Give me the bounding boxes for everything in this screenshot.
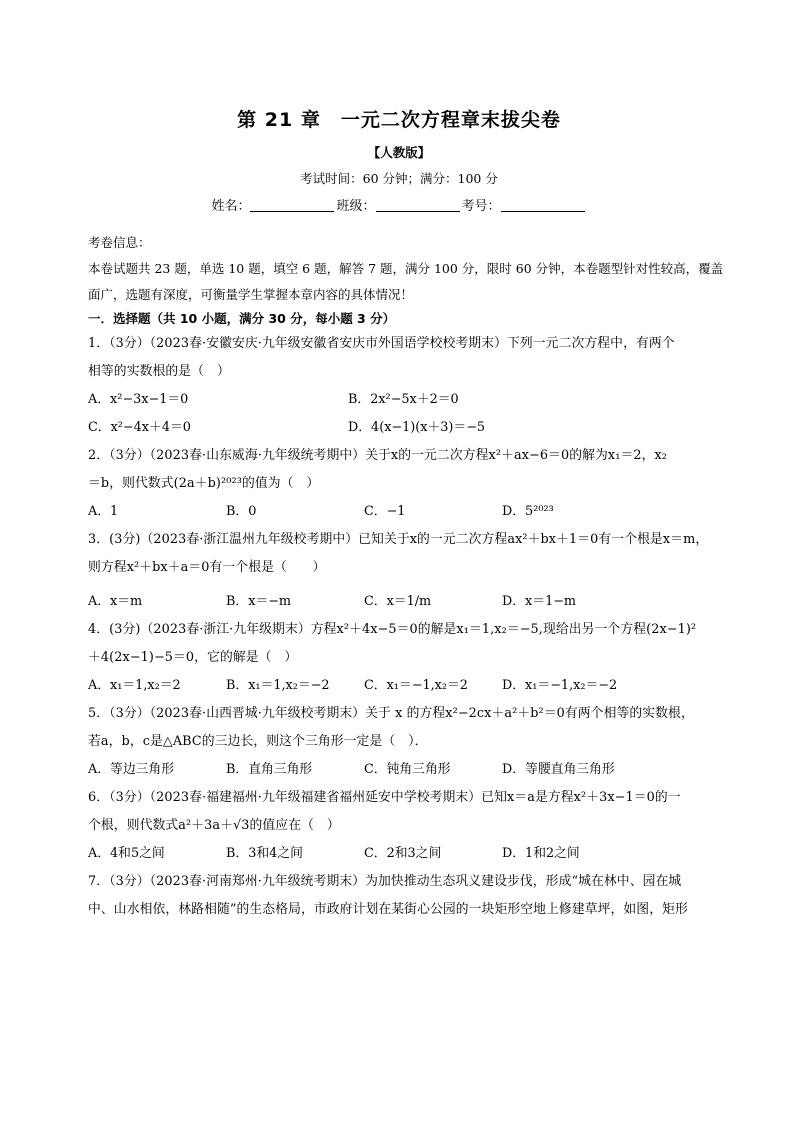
info-heading: 考卷信息： <box>88 235 151 250</box>
question-2-options <box>88 498 710 526</box>
question-4-options <box>88 672 710 700</box>
question-5-options <box>88 756 710 784</box>
option-d[interactable]: D．x₁＝−1,x₂＝−2 <box>502 678 618 693</box>
question-1-stem-cont: 相等的实数根的是（ ） <box>88 364 230 379</box>
question-3-stem: 3．(3分)（2023春·浙江温州九年级校考期中）已知关于x的一元二次方程ax²＋bx＋1＝0有一个根是x＝m， <box>88 532 709 547</box>
question-4-stem: 4．(3分)（2023春·浙江·九年级期末）方程x²＋4x−5＝0的解是x₁＝1,x₂＝−5,现给出另一个方程(2x−1)² <box>88 622 697 637</box>
option-a[interactable]: A．4和5之间 <box>88 846 165 861</box>
question-6-options <box>88 840 710 868</box>
question-5-stem: 5．（3分）（2023春·山西晋城·九年级校考期末）关于 x 的方程x²−2cx＋a²＋b²＝0有两个相等的实数根， <box>88 706 694 721</box>
option-a[interactable]: A．x₁＝1,x₂＝2 <box>88 678 181 693</box>
question-7-stem: 7．（3分）（2023春·河南郑州·九年级统考期末）为加快推动生态巩义建设步伐，形成“城在林中、园在城 <box>88 874 682 889</box>
option-d[interactable]: D．4(x−1)(x＋3)＝−5 <box>348 420 486 435</box>
section-heading: 一．选择题（共 10 小题，满分 30 分，每小题 3 分） <box>88 311 396 326</box>
question-6-stem-cont: 个根，则代数式a²＋3a＋√3的值应在（ ） <box>88 818 340 833</box>
option-b[interactable]: B．直角三角形 <box>226 762 313 777</box>
option-c[interactable]: C．x＝1/m <box>364 594 432 609</box>
option-d[interactable]: D．1和2之间 <box>502 846 580 861</box>
name-label: 姓名： <box>211 199 251 214</box>
option-a[interactable]: A．x²−3x−1＝0 <box>88 392 189 407</box>
question-7-stem-cont: 中、山水相依，林路相随”的生态格局，市政府计划在某街心公园的一块矩形空地上修建草坪，如图，矩形 <box>88 902 688 917</box>
option-b[interactable]: B．x₁＝1,x₂＝−2 <box>226 678 330 693</box>
number-label: 考号： <box>461 199 501 214</box>
option-d[interactable]: D．5²⁰²³ <box>502 504 554 519</box>
question-3-stem-cont: 则方程x²＋bx＋a＝0有一个根是（ ） <box>88 560 326 575</box>
question-2-stem-cont: ＝b，则代数式(2a＋b)²⁰²³的值为（ ） <box>88 476 320 491</box>
option-a[interactable]: A．1 <box>88 504 119 519</box>
exam-page <box>88 100 724 924</box>
option-b[interactable]: B．3和4之间 <box>226 846 303 861</box>
option-b[interactable]: B．2x²−5x＋2＝0 <box>348 392 459 407</box>
option-d[interactable]: D．等腰直角三角形 <box>502 762 615 777</box>
question-2-stem: 2．（3分）（2023春·山东威海·九年级统考期中）关于x的一元二次方程x²＋ax−6＝0的解为x₁＝2，x₂ <box>88 448 668 463</box>
question-5-stem-cont: 若a，b，c是△ABC的三边长，则这个三角形一定是（ ）． <box>88 734 428 749</box>
option-c[interactable]: C．−1 <box>364 504 406 519</box>
question-1-stem: 1．（3分）（2023春·安徽安庆·九年级安徽省安庆市外国语学校校考期末）下列一元二次方程中，有两个 <box>88 336 675 351</box>
question-4-stem-cont: ＋4(2x−1)−5＝0，它的解是（ ） <box>88 650 298 665</box>
name-field[interactable] <box>250 197 334 212</box>
info-line: 本卷试题共 23 题，单选 10 题，填空 6 题，解答 7 题，满分 100 分，限时 60 分钟，本卷题型针对性较高，覆盖 <box>88 261 724 276</box>
page-title: 第 21 章 一元二次方程章末拔尖卷 <box>237 109 561 131</box>
info-line: 面广，选题有深度，可衡量学生掌握本章内容的具体情况！ <box>88 287 414 302</box>
option-a[interactable]: A．x＝m <box>88 594 143 609</box>
option-b[interactable]: B．0 <box>226 504 257 519</box>
class-field[interactable] <box>376 197 460 212</box>
option-b[interactable]: B．x＝−m <box>226 594 292 609</box>
question-1-options <box>88 414 710 442</box>
student-info-row <box>88 196 710 218</box>
exam-time: 考试时间：60 分钟；满分：100 分 <box>300 171 498 186</box>
edition-label: 【人教版】 <box>367 145 431 160</box>
option-c[interactable]: C．钝角三角形 <box>364 762 451 777</box>
option-c[interactable]: C．2和3之间 <box>364 846 442 861</box>
question-1-options <box>88 386 710 414</box>
number-field[interactable] <box>501 197 585 212</box>
option-a[interactable]: A．等边三角形 <box>88 762 175 777</box>
option-c[interactable]: C．x²−4x＋4＝0 <box>88 420 191 435</box>
question-3-options <box>88 588 710 616</box>
option-c[interactable]: C．x₁＝−1,x₂＝2 <box>364 678 468 693</box>
option-d[interactable]: D．x＝1−m <box>502 594 577 609</box>
class-label: 班级： <box>336 199 376 214</box>
question-6-stem: 6．（3分）（2023春·福建福州·九年级福建省福州延安中学校考期末）已知x＝a是方程x²＋3x−1＝0的一 <box>88 790 681 805</box>
